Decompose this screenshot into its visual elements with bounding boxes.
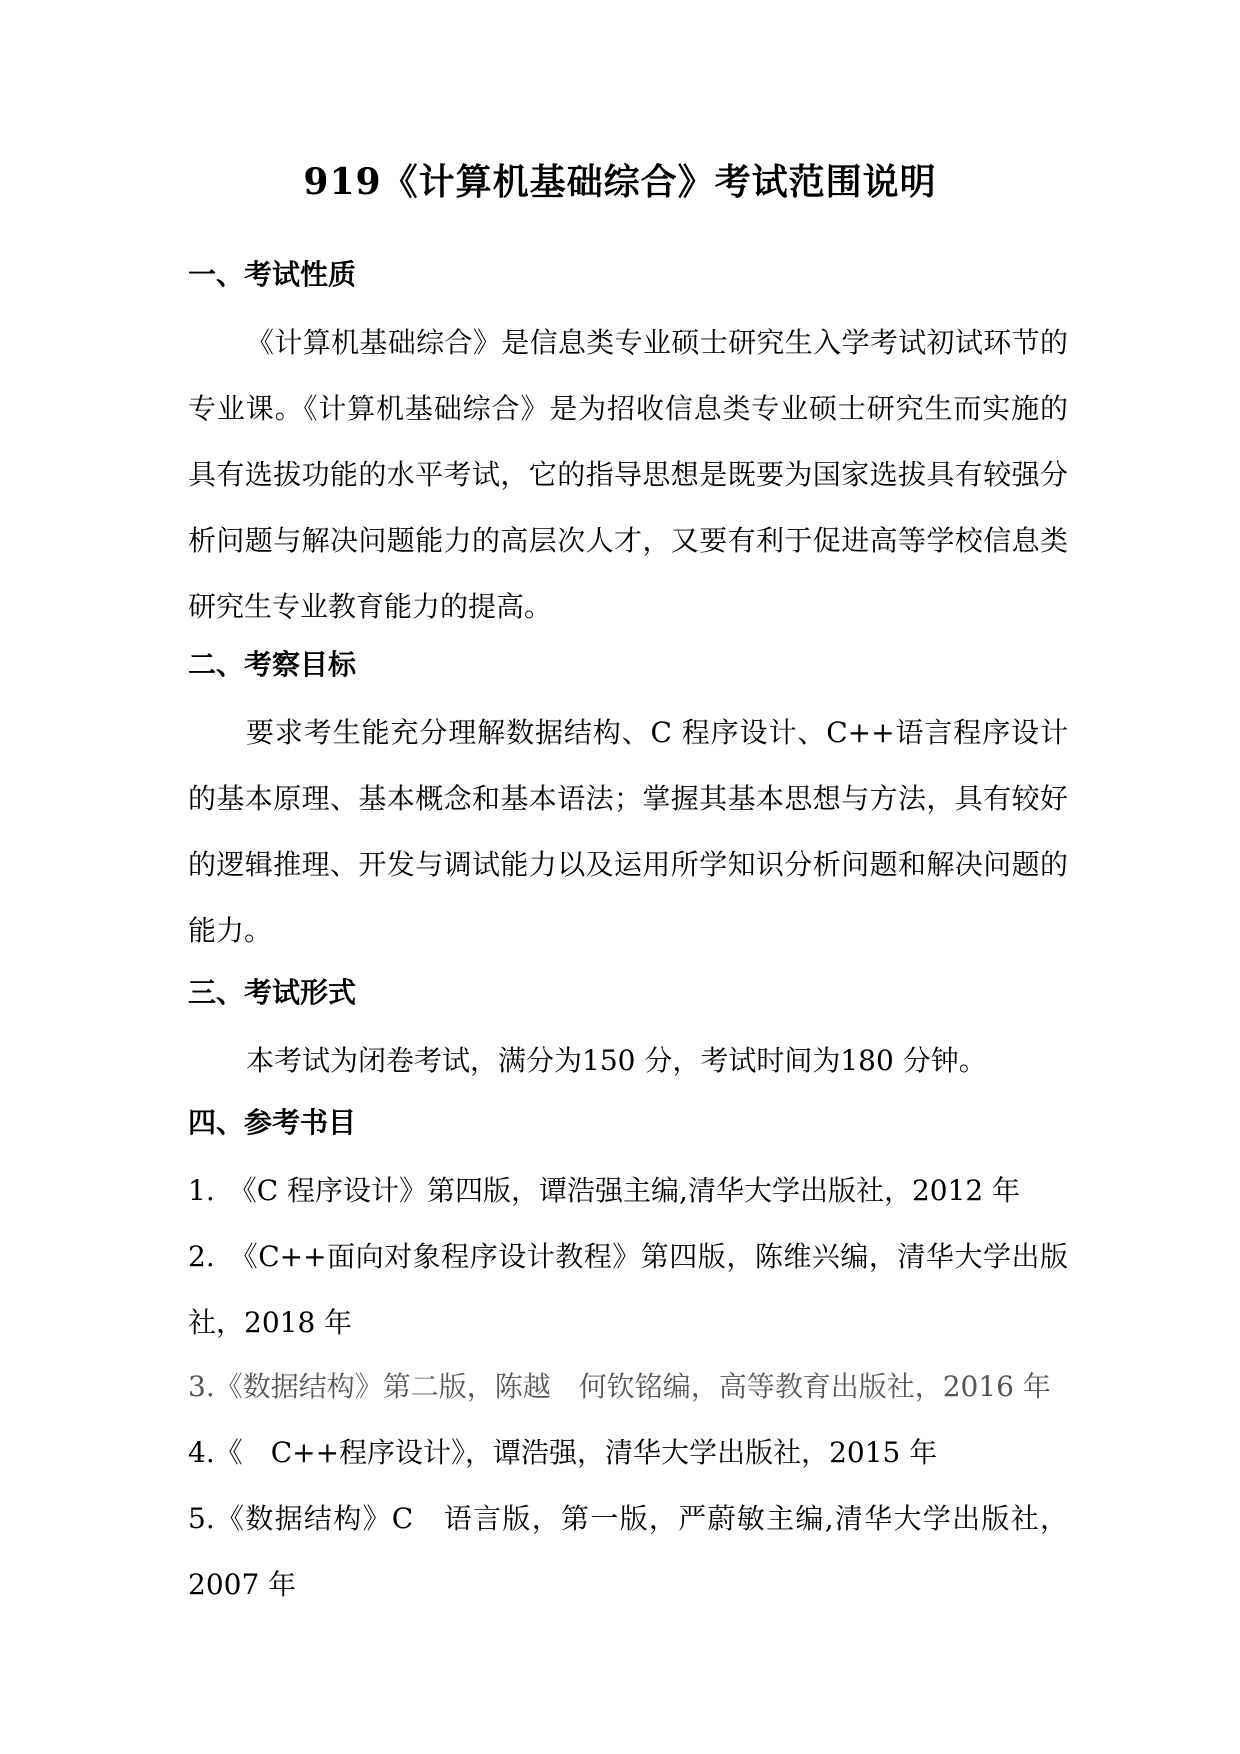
reference-item-4: 4.《 C++程序设计》，谭浩强，清华大学出版社，2015 年 — [188, 1436, 938, 1469]
reference-item-5: 5.《数据结构》C 语言版，第一版，严蔚敏主编,清华大学出版社，2007 年 — [188, 1502, 1068, 1601]
reference-item-3: 3.《数据结构》第二版，陈越 何钦铭编，高等教育出版社，2016 年 — [188, 1370, 1051, 1403]
section-paragraph-format: 本考试为闭卷考试，满分为150 分，考试时间为180 分钟。 — [246, 1044, 987, 1077]
page-title: 919《计算机基础综合》考试范围说明 — [303, 161, 937, 203]
section-heading-references: 四、参考书目 — [188, 1106, 357, 1139]
reference-item-2: 2. 《C++面向对象程序设计教程》第四版，陈维兴编，清华大学出版社，2018 年 — [188, 1240, 1068, 1339]
section-paragraph-objectives: 要求考生能充分理解数据结构、C 程序设计、C++语言程序设计的基本原理、基本概念和基本语法；掌握其基本思想与方法，具有较好的逻辑推理、开发与调试能力以及运用所学知识分析问题和解决问题的能力。 — [188, 716, 1068, 947]
section-paragraph-nature: 《计算机基础综合》是信息类专业硕士研究生入学考试初试环节的专业课。《计算机基础综合》是为招收信息类专业硕士研究生而实施的具有选拔功能的水平考试，它的指导思想是既要为国家选拔具有较强分析问题与解决问题能力的高层次人才，又要有利于促进高等学校信息类研究生专业教育能力的提高。 — [188, 326, 1068, 623]
section-heading-format: 三、考试形式 — [188, 976, 357, 1009]
section-heading-objectives: 二、考察目标 — [188, 648, 357, 681]
section-heading-nature: 一、考试性质 — [188, 258, 357, 291]
reference-item-1: 1. 《C 程序设计》第四版，谭浩强主编,清华大学出版社，2012 年 — [188, 1174, 1021, 1207]
